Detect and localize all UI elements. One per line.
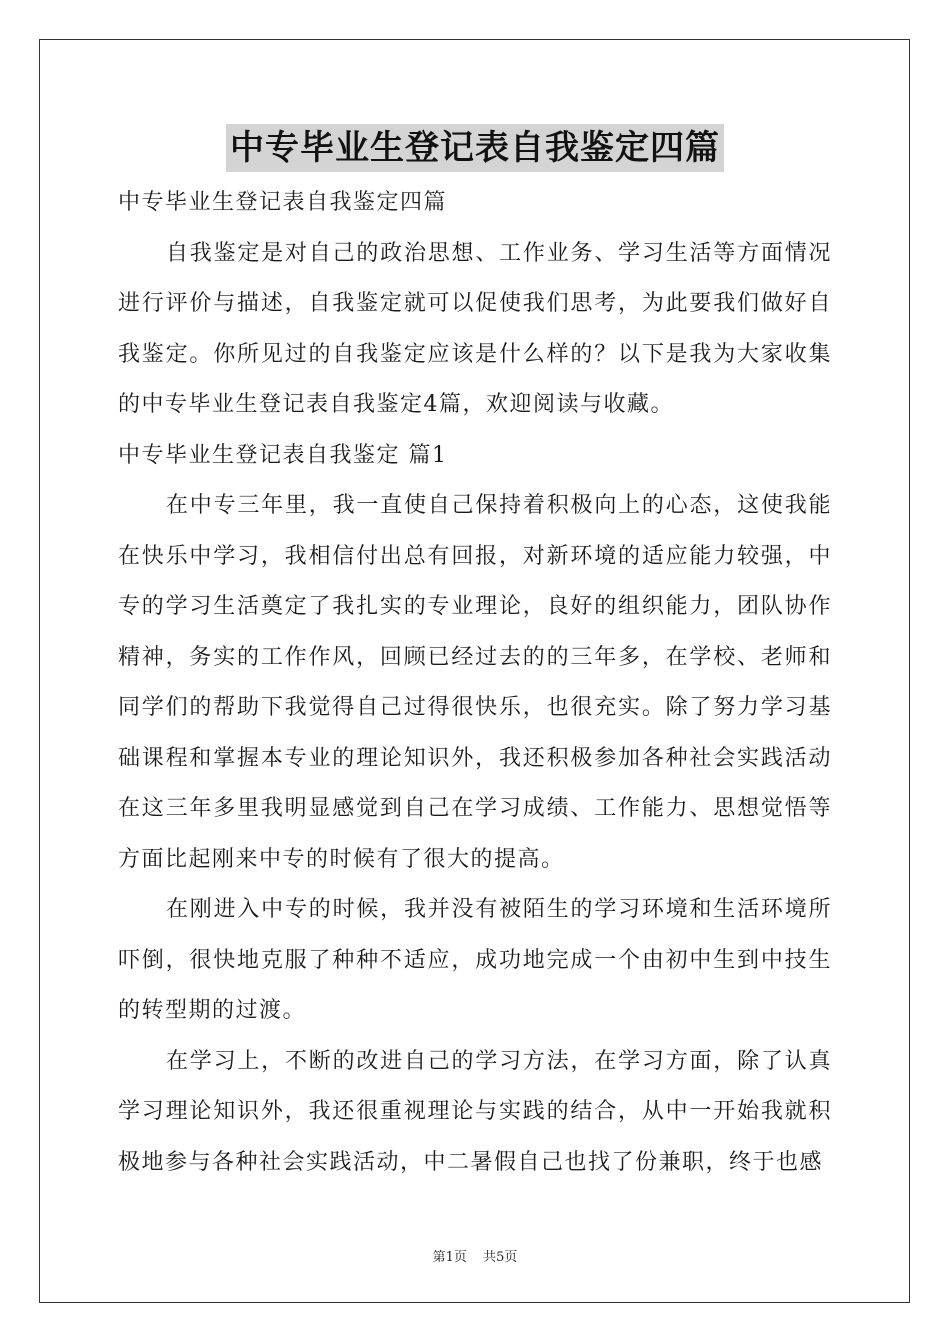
body-paragraph: 在中专三年里，我一直使自己保持着积极向上的心态，这使我能在快乐中学习，我相信付出总有回报，对新环境的适应能力较强，中专的学习生活奠定了我扎实的专业理论，良好的组织能力，团队协作精神，务实的工作作风，回顾已经过去的的三年多，在学校、老师和同学们的帮助下我觉得自己过得很快乐，也很充实。除了努力学习基础课程和掌握本专业的理论知识外，我还积极参加各种社会实践活动在这三年多里我明显感觉到自己在学习成绩、工作能力、思想觉悟等方面比起刚来中专的时候有了很大的提高。 — [118, 493, 832, 872]
document-body — [118, 178, 832, 1188]
section-heading: 中专毕业生登记表自我鉴定 篇1 — [118, 442, 448, 468]
document-title: 中专毕业生登记表自我鉴定四篇 — [226, 124, 724, 172]
body-paragraph: 在刚进入中专的时候，我并没有被陌生的学习环境和生活环境所吓倒，很快地克服了种种不适应，成功地完成一个由初中生到中技生的转型期的过渡。 — [118, 897, 832, 1023]
page-number: 第1页 — [432, 1250, 467, 1265]
page-total: 共5页 — [483, 1250, 518, 1265]
page-footer — [0, 1246, 950, 1265]
body-paragraph: 在学习上，不断的改进自己的学习方法，在学习方面，除了认真学习理论知识外，我还很重视理论与实践的结合，从中一开始我就积极地参与各种社会实践活动，中二暑假自己也找了份兼职，终于也感 — [118, 1048, 832, 1175]
intro-paragraph: 自我鉴定是对自己的政治思想、工作业务、学习生活等方面情况进行评价与描述，自我鉴定就可以促使我们思考，为此要我们做好自我鉴定。你所见过的自我鉴定应该是什么样的？以下是我为大家收集的中专毕业生登记表自我鉴定4篇，欢迎阅读与收藏。 — [118, 240, 832, 417]
title-wrap — [0, 124, 950, 172]
document-subtitle: 中专毕业生登记表自我鉴定四篇 — [118, 190, 448, 215]
